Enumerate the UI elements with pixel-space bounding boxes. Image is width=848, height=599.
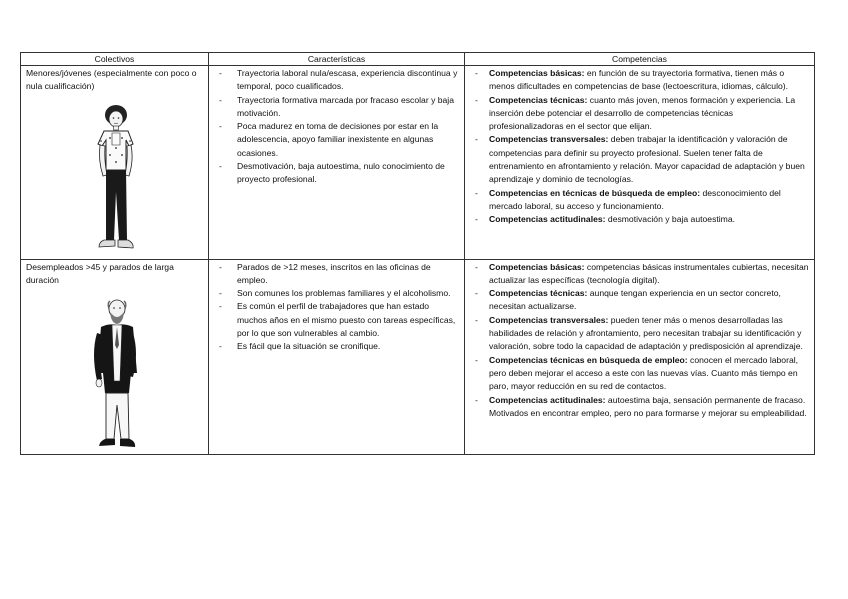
- characteristics-cell: [209, 259, 465, 455]
- competencies-cell: [465, 66, 815, 260]
- group-cell: [21, 259, 209, 455]
- young-person-illustration: [85, 100, 145, 258]
- competency-text: pueden tener más o menos desarrolladas las habilidades de relación y afrontamiento, pero necesitan trabajar su identificación y valoración, sobre todo la capacidad de adaptación y predisposición al aprendizaje.: [489, 314, 803, 352]
- list-item: [470, 394, 809, 421]
- characteristics-list: [214, 67, 459, 187]
- characteristics-list: [214, 261, 459, 354]
- table-header-row: [21, 53, 815, 66]
- competency-label: Competencias transversales:: [489, 314, 609, 325]
- list-item: - Parados de >12 meses, inscritos en las oficinas de empleo.: [214, 261, 459, 288]
- competencies-list: [470, 67, 809, 227]
- list-item: - Desmotivación, baja autoestima, nulo conocimiento de proyecto profesional.: [214, 160, 459, 187]
- older-man-illustration: [79, 293, 151, 453]
- list-item: [470, 314, 809, 354]
- list-item: [470, 287, 809, 314]
- competencies-list: [470, 261, 809, 421]
- characteristics-cell: [209, 66, 465, 260]
- competency-label: Competencias transversales:: [489, 134, 609, 145]
- list-item: - Son comunes los problemas familiares y el alcoholismo.: [214, 287, 459, 300]
- competency-text: cuanto más joven, menos formación y experiencia. La inserción debe potenciar el desarrollo de competencias técnicas profesionalizadoras en el sector que elijan.: [489, 94, 796, 132]
- competency-label: Competencias básicas:: [489, 68, 585, 78]
- table-row: [21, 66, 815, 260]
- competency-label: Competencias técnicas:: [489, 94, 588, 105]
- competency-label: Competencias básicas:: [489, 261, 585, 272]
- competency-label: Competencias actitudinales:: [489, 214, 606, 225]
- list-item: [470, 261, 809, 288]
- competencies-cell: [465, 259, 815, 455]
- list-item: [470, 187, 809, 214]
- group-name: Desempleados >45 y parados de larga duración: [26, 261, 174, 285]
- list-item: - Poca madurez en toma de decisiones por estar en la adolescencia, apoyo familiar inexistente en algunas ocasiones.: [214, 120, 459, 160]
- list-item: [470, 354, 809, 394]
- list-item: - Trayectoria laboral nula/escasa, experiencia discontinua y temporal, poco cualificados.: [214, 67, 459, 94]
- competency-label: Competencias técnicas:: [489, 288, 588, 299]
- competency-text: deben trabajar la identificación y valoración de competencias para definir su proyecto profesional. Suelen tener falta de entrenamiento en afrontamiento y relación. Mayor capacidad de adaptación y buen aprendizaje y dominio de tecnologías.: [489, 134, 805, 185]
- header-competencias: Competencias: [465, 53, 815, 66]
- competency-label: Competencias actitudinales:: [489, 394, 606, 405]
- competency-text: aunque tengan experiencia en un sector concreto, necesitan actualizarse.: [489, 288, 781, 312]
- list-item: [470, 67, 809, 94]
- competency-text: en función de su trayectoria formativa, tienen más o menos dificultades en competencias de base (lectoescritura, idiomas, cálculo).: [489, 68, 789, 92]
- competency-label: Competencias en técnicas de búsqueda de empleo:: [489, 187, 701, 198]
- table-row: [21, 259, 815, 455]
- list-item: - Es fácil que la situación se cronifique.: [214, 340, 459, 353]
- list-item: [470, 94, 809, 134]
- list-item: - Trayectoria formativa marcada por fracaso escolar y baja motivación.: [214, 94, 459, 121]
- competency-text: conocen el mercado laboral, pero deben mejorar el acceso a este con las nuevas vías. Cuanto más tiempo en paro, mayor reducción en su red de contactos.: [489, 354, 799, 392]
- competencies-table: [20, 52, 815, 455]
- group-name: Menores/jóvenes (especialmente con poco o nula cualificación): [26, 68, 197, 92]
- list-item: - Es común el perfil de trabajadores que han estado muchos años en el mismo puesto con tareas específicas, por lo que son vulnerables al cambio.: [214, 300, 459, 340]
- group-cell: [21, 66, 209, 260]
- competency-text: autoestima baja, sensación permanente de fracaso. Motivados en encontrar empleo, pero no para formarse y mejorar su empleabilidad.: [489, 394, 807, 418]
- competency-text: desmotivación y baja autoestima.: [605, 214, 735, 225]
- competency-text: competencias básicas instrumentales cubiertas, necesitan actualizar las específicas (tecnología digital).: [489, 261, 809, 285]
- list-item: [470, 213, 809, 226]
- header-colectivos: Colectivos: [21, 53, 209, 66]
- competency-text: desconocimiento del mercado laboral, su acceso y funcionamiento.: [489, 187, 781, 211]
- header-caracteristicas: Características: [209, 53, 465, 66]
- list-item: [470, 133, 809, 186]
- competency-label: Competencias técnicas en búsqueda de empleo:: [489, 354, 688, 365]
